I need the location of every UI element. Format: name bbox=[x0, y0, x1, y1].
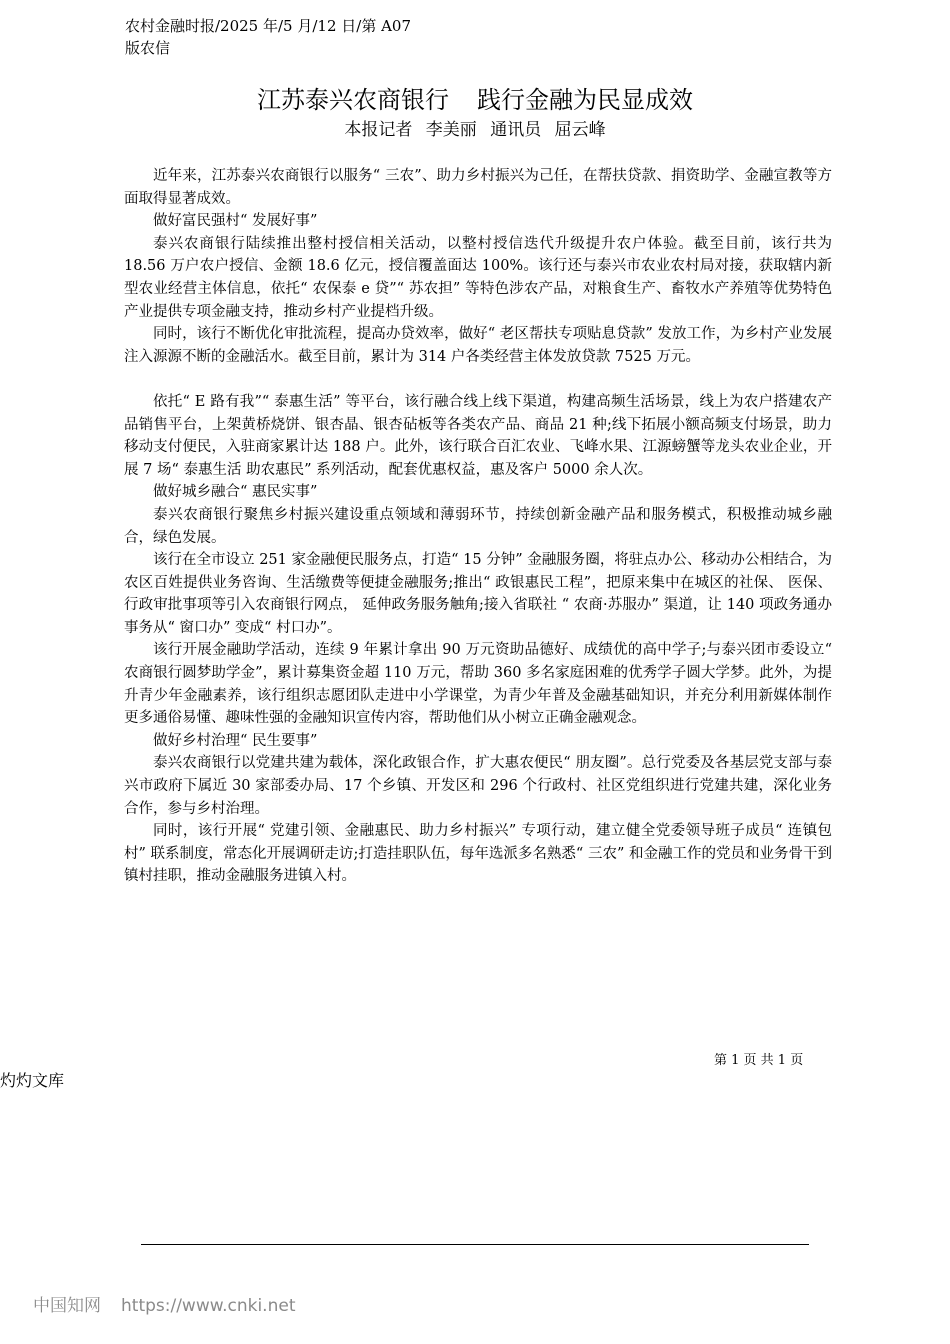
paragraph: 同时，该行开展“ 党建引领、金融惠民、助力乡村振兴” 专项行动，建立健全党委领导班子成员“ 连镇包村” 联系制度，常态化开展调研走访;打造挂职队伍，每年选派多名熟悉“ 三农” 和金融工作的党员和业务骨干到镇村挂职，推动金融服务进镇入村。 bbox=[124, 823, 832, 885]
article-body bbox=[124, 165, 832, 888]
paragraph: 泰兴农商银行聚焦乡村振兴建设重点领域和薄弱环节，持续创新金融产品和服务模式，积极推动城乡融合，绿色发展。 bbox=[124, 506, 832, 546]
paragraph: 泰兴农商银行陆续推出整村授信相关活动，以整村授信迭代升级提升农户体验。截至目前，该行共为 18.56 万户农户授信、金额 18.6 亿元，授信覆盖面达 100%。该行还与泰兴市农业农村局对接，获取辖内新型农业经营主体信息，依托“ 农保泰 e 贷”“ 苏农担” 等特色涉农产品，对粮食生产、畜牧水产养殖等优势特色产业提供专项金融支持，推动乡村产业提档升级。 bbox=[124, 235, 832, 320]
publication-meta: 农村金融时报/2025 年/5 月/12 日/第 A07 bbox=[125, 17, 412, 35]
article-title-left: 江苏泰兴农商银行 bbox=[257, 86, 449, 114]
article-byline: 本报记者 李美丽 通讯员 屈云峰 bbox=[344, 120, 606, 140]
page-number: 第 1 页 共 1 页 bbox=[714, 1053, 804, 1068]
paragraph: 同时，该行不断优化审批流程，提高办贷效率，做好“ 老区帮扶专项贴息贷款” 发放工作，为乡村产业发展注入源源不断的金融活水。截至目前，累计为 314 户各类经营主体发放贷款 7525 万元。 bbox=[124, 326, 832, 365]
section-heading: 做好富民强村“ 发展好事” bbox=[153, 213, 318, 230]
publication-section: 版农信 bbox=[125, 39, 171, 57]
paragraph-spacer bbox=[124, 368, 832, 391]
cnki-logo-text: 中国知网 bbox=[33, 1296, 101, 1316]
paragraph: 该行开展金融助学活动，连续 9 年累计拿出 90 万元资助品德好、成绩优的高中学子;与泰兴团市委设立“ 农商银行圆梦助学金”，累计募集资金超 110 万元，帮助 360 多名家庭困难的优秀学子圆大学梦。此外，为提升青少年金融素养，该行组织志愿团队走进中小学课堂，为青少年普及金融基础知识，并充分利用新媒体制作更多通俗易懂、趣味性强的金融知识宣传内容，帮助他们从小树立正确金融观念。 bbox=[124, 642, 832, 727]
footer-url-link[interactable]: https://www.cnki.net bbox=[121, 1296, 296, 1316]
article-title-right: 践行金融为民显成效 bbox=[477, 86, 693, 114]
watermark-text: 灼灼文库 bbox=[0, 1071, 65, 1090]
paragraph-intro: 近年来，江苏泰兴农商银行以服务“ 三农”、助力乡村振兴为己任，在帮扶贷款、捐资助学、金融宣教等方面取得显著成效。 bbox=[124, 168, 832, 207]
footer bbox=[33, 1294, 295, 1318]
section-heading: 做好乡村治理“ 民生要事” bbox=[153, 732, 318, 749]
paragraph: 依托“ E 路有我”“ 泰惠生活” 等平台，该行融合线上线下渠道，构建高频生活场景，线上为农户搭建农产品销售平台，上架黄桥烧饼、银杏晶、银杏砧板等各类农产品、商品 21 种;线下拓展小额高频支付场景，助力移动支付便民，入驻商家累计达 188 户。此外，该行联合百汇农业、飞峰水果、江源螃蟹等龙头农业企业，开展 7 场“ 泰惠生活 助农惠民” 系列活动，配套优惠权益，惠及客户 5000 余人次。 bbox=[124, 393, 832, 478]
paragraph: 该行在全市设立 251 家金融便民服务点，打造“ 15 分钟” 金融服务圈，将驻点办公、移动办公相结合，为农区百姓提供业务咨询、生活缴费等便捷金融服务;推出“ 政银惠民工程”，把原来集中在城区的社保、 医保、 行政审批事项等引入农商银行网点， 延伸政务服务触角;接入省联社 “ 农商·苏服办” 渠道，让 140 项政务通办事务从“ 窗口办” 变成“ 村口办”。 bbox=[124, 552, 832, 636]
paragraph: 泰兴农商银行以党建共建为载体，深化政银合作，扩大惠农便民“ 朋友圈”。总行党委及各基层党支部与泰兴市政府下属近 30 家部委办局、17 个乡镇、开发区和 296 个行政村、社区党组织进行党建共建，深化业务合作，参与乡村治理。 bbox=[124, 755, 832, 817]
section-heading: 做好城乡融合“ 惠民实事” bbox=[153, 484, 318, 501]
footer-divider bbox=[141, 1244, 809, 1245]
article-title bbox=[0, 83, 950, 117]
